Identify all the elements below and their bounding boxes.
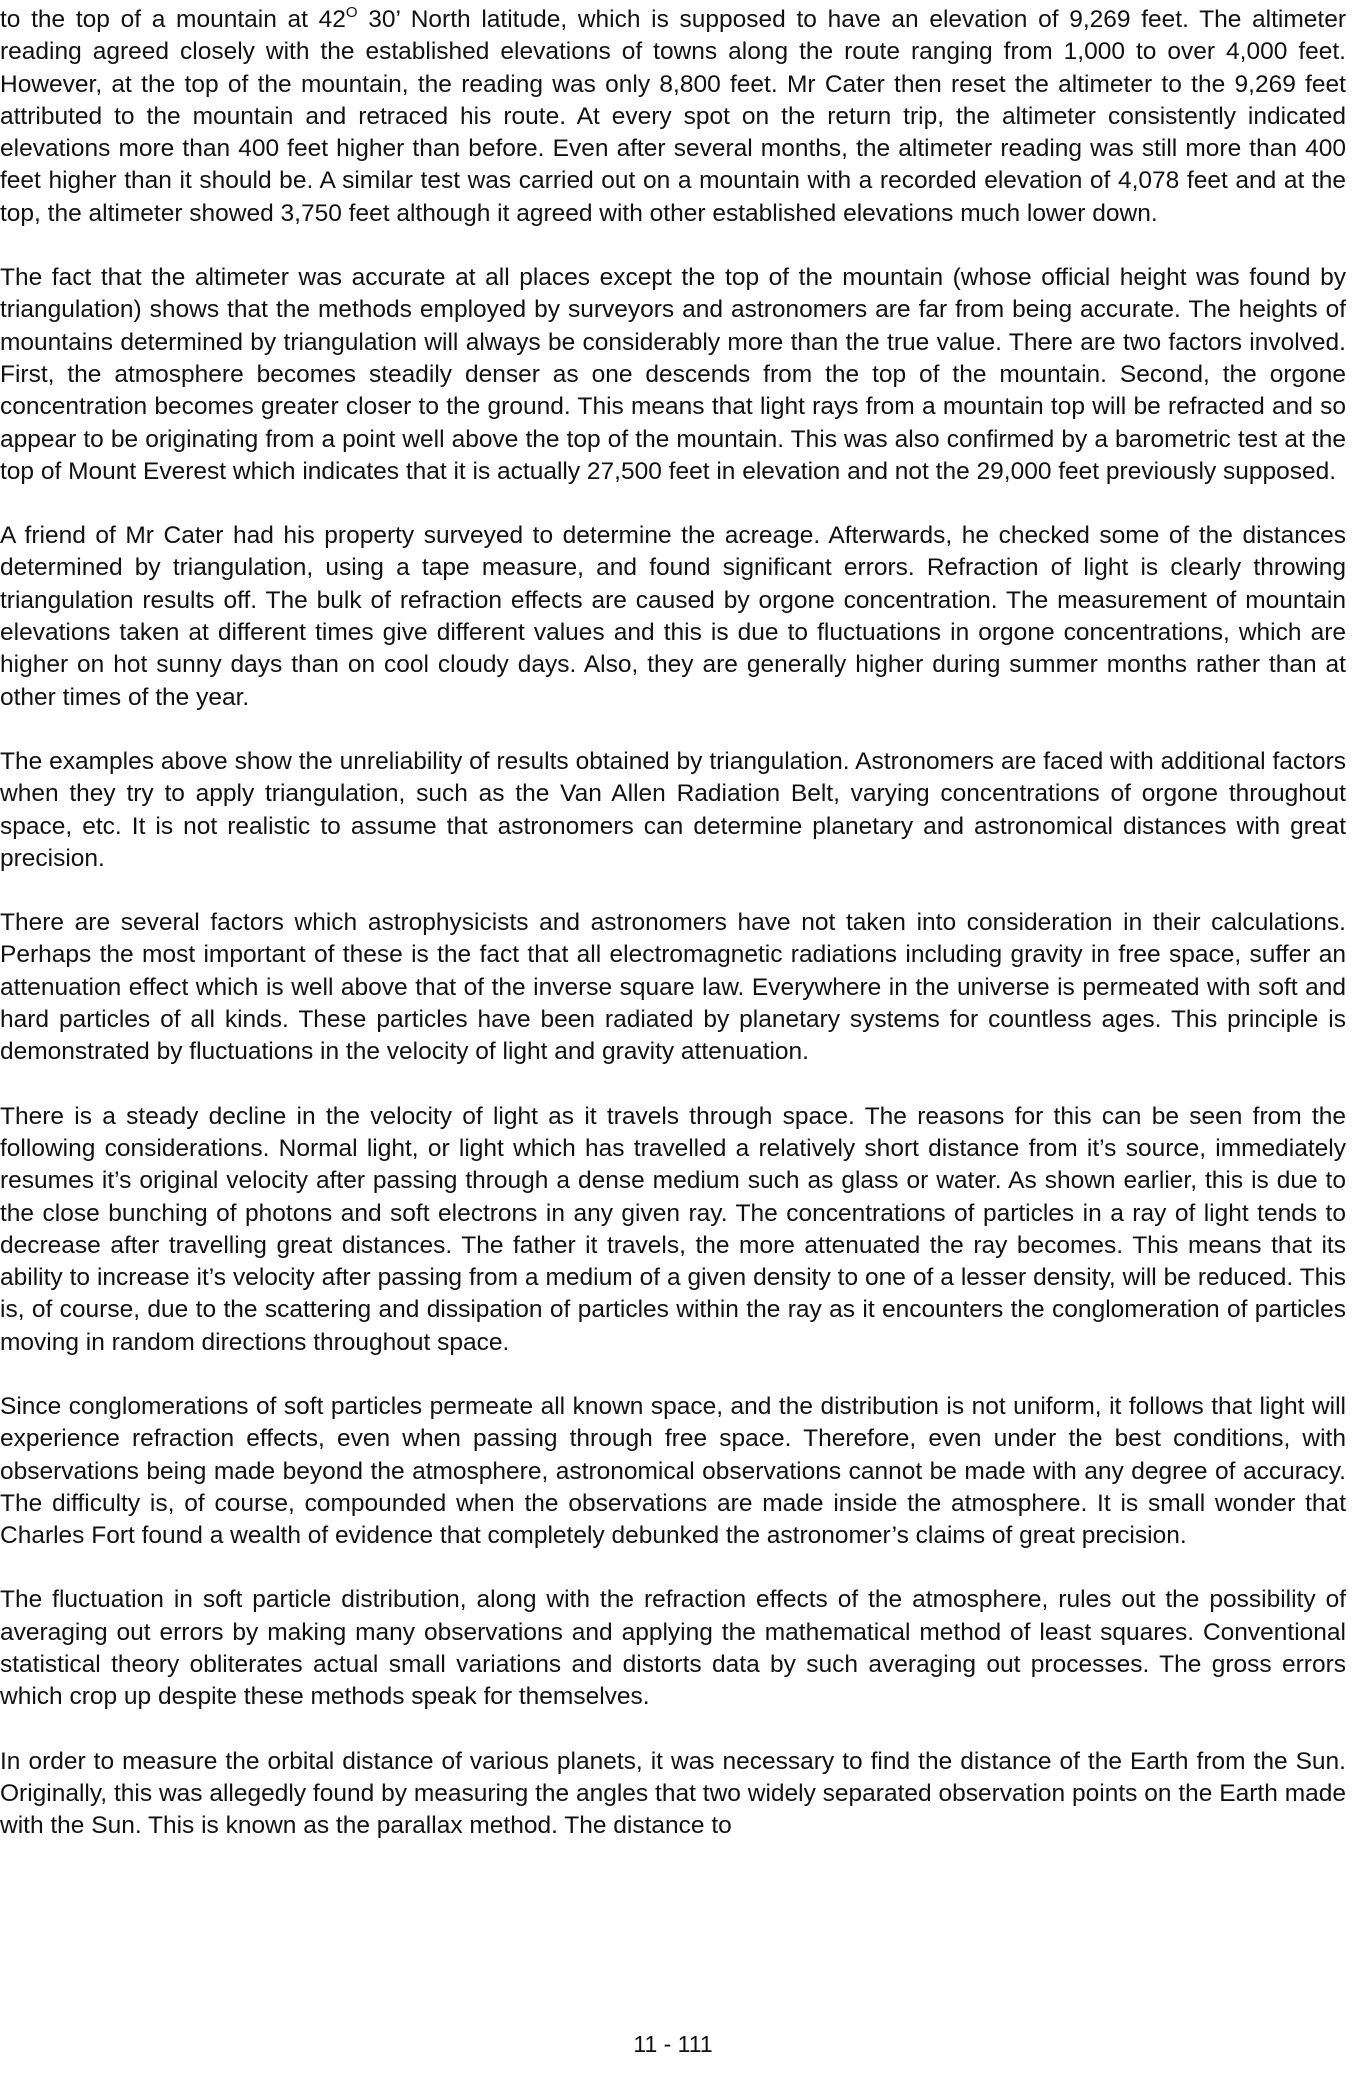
page-number: 11 - 111	[633, 2031, 713, 2057]
paragraph-4: The examples above show the unreliability of results obtained by triangulation. Astronomers are faced with additional factors when they try to apply triangulation, such as the Van Allen Radiation Belt, varying concentrations of orgone throughout space, etc. It is not realistic to assume that astronomers can determine planetary and astronomical distances with great precision.	[0, 747, 1346, 872]
paragraph-2: The fact that the altimeter was accurate at all places except the top of the mountain (whose official height was found by triangulation) shows that the methods employed by surveyors and astronomers are far from being accurate. The heights of mountains determined by triangulation will always be considerably more than the true value. There are two factors involved. First, the atmosphere becomes steadily denser as one descends from the top of the mountain. Second, the orgone concentration becomes greater closer to the ground. This means that light rays from a mountain top will be refracted and so appear to be originating from a point well above the top of the mountain. This was also confirmed by a barometric test at the top of Mount Everest which indicates that it is actually 27,500 feet in elevation and not the 29,000 feet previously supposed.	[0, 264, 1346, 485]
paragraph-5: There are several factors which astrophysicists and astronomers have not taken into consideration in their calculations. Perhaps the most important of these is the fact that all electromagnetic radiations including gravity in free space, suffer an attenuation effect which is well above that of the inverse square law. Everywhere in the universe is permeated with soft and hard particles of all kinds. These particles have been radiated by planetary systems for countless ages. This principle is demonstrated by fluctuations in the velocity of light and gravity attenuation.	[0, 909, 1346, 1066]
paragraph-8: The fluctuation in soft particle distribution, along with the refraction effects of the atmosphere, rules out the possibility of averaging out errors by making many observations and applying the mathematical method of least squares. Conventional statistical theory obliterates actual small variations and distorts data by such averaging out processes. The gross errors which crop up despite these methods speak for themselves.	[0, 1586, 1346, 1711]
paragraph-1-rest: 30’ North latitude, which is supposed to have an elevation of 9,269 feet. The altimeter reading agreed closely with the established elevations of towns along the route ranging from 1,000 to over 4,000 feet. However, at the top of the mountain, the reading was only 8,800 feet. Mr Cater then reset the altimeter to the 9,269 feet attributed to the mountain and retraced his route. At every spot on the return trip, the altimeter consistently indicated elevations more than 400 feet higher than before. Even after several months, the altimeter reading was still more than 400 feet higher than it should be. A similar test was carried out on a mountain with a recorded elevation of 4,078 feet and at the top, the altimeter showed 3,750 feet although it agreed with other established elevations much lower down.	[0, 6, 1346, 227]
paragraph-1-lead: to the top of a mountain at 42	[0, 6, 346, 33]
paragraph-7: Since conglomerations of soft particles permeate all known space, and the distribution is not uniform, it follows that light will experience refraction effects, even when passing through free space. Therefore, even under the best conditions, with observations being made beyond the atmosphere, astronomical observations cannot be made with any degree of accuracy. The difficulty is, of course, compounded when the observations are made inside the atmosphere. It is small wonder that Charles Fort found a wealth of evidence that completely debunked the astronomer’s claims of great precision.	[0, 1392, 1346, 1550]
degree-superscript: O	[345, 4, 358, 21]
body-text	[0, 4, 1346, 1843]
paragraph-1	[0, 4, 1346, 230]
paragraph-3: A friend of Mr Cater had his property surveyed to determine the acreage. Afterwards, he checked some of the distances determined by triangulation, using a tape measure, and found significant errors. Refraction of light is clearly throwing triangulation results off. The bulk of refraction effects are caused by orgone concentration. The measurement of mountain elevations taken at different times give different values and this is due to fluctuations in orgone concentrations, which are higher on hot sunny days than on cool cloudy days. Also, they are generally higher during summer months rather than at other times of the year.	[0, 522, 1346, 711]
paragraph-6: There is a steady decline in the velocity of light as it travels through space. The reasons for this can be seen from the following considerations. Normal light, or light which has travelled a relatively short distance from it’s source, immediately resumes it’s original velocity after passing through a dense medium such as glass or water. As shown earlier, this is due to the close bunching of photons and soft electrons in any given ray. The concentrations of particles in a ray of light tends to decrease after travelling great distances. The father it travels, the more attenuated the ray becomes. This means that its ability to increase it’s velocity after passing from a medium of a given density to one of a lesser density, will be reduced. This is, of course, due to the scattering and dissipation of particles within the ray as it encounters the conglomeration of particles moving in random directions throughout space.	[0, 1102, 1346, 1356]
paragraph-9: In order to measure the orbital distance of various planets, it was necessary to find the distance of the Earth from the Sun. Originally, this was allegedly found by measuring the angles that two widely separated observation points on the Earth made with the Sun. This is known as the parallax method. The distance to	[0, 1747, 1346, 1840]
